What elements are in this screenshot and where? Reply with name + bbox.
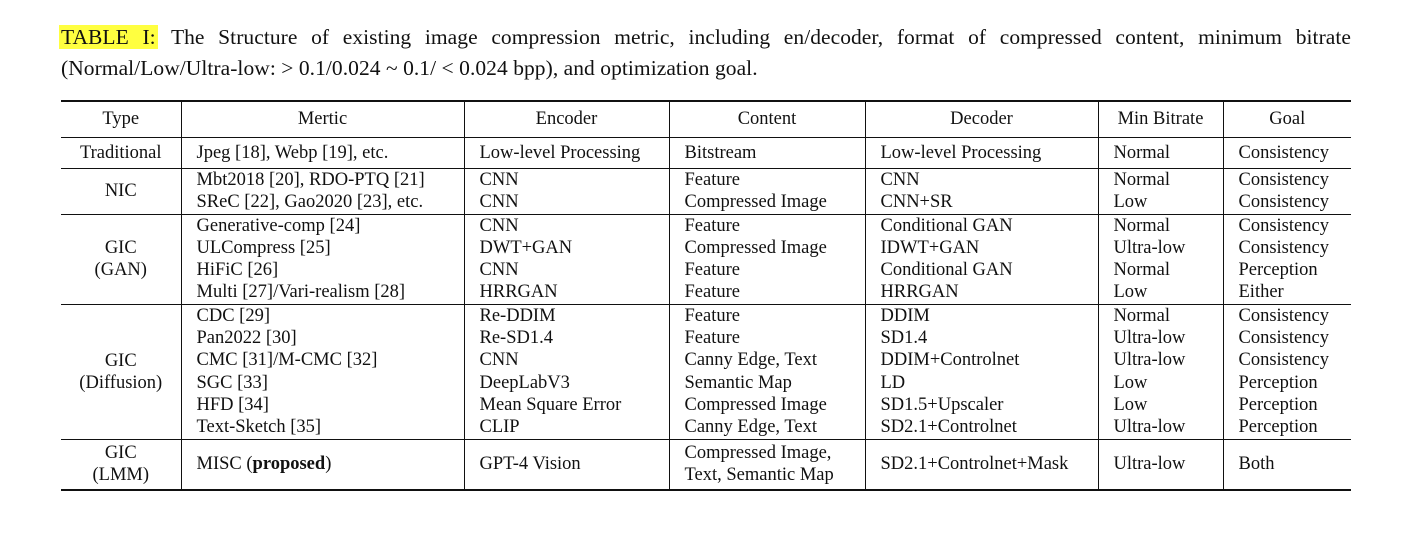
decoder-cell: LD bbox=[865, 372, 1098, 394]
decoder-cell: SD1.5+Upscaler bbox=[865, 394, 1098, 416]
type-cell bbox=[61, 304, 181, 439]
encoder-cell: CNN bbox=[464, 349, 669, 371]
content-line: Compressed Image, bbox=[684, 443, 832, 464]
header-row bbox=[61, 101, 1351, 138]
content-cell: Compressed Image bbox=[669, 394, 865, 416]
type-cell bbox=[61, 138, 181, 169]
min-bitrate-cell: Low bbox=[1098, 372, 1223, 394]
decoder-cell: DDIM bbox=[865, 304, 1098, 327]
content-cell: Feature bbox=[669, 327, 865, 349]
header-min-bitrate: Min Bitrate bbox=[1098, 101, 1223, 138]
content-cell: Canny Edge, Text bbox=[669, 416, 865, 439]
encoder-cell: Re-SD1.4 bbox=[464, 327, 669, 349]
table-row bbox=[61, 416, 1351, 439]
goal-cell: Consistency bbox=[1223, 304, 1351, 327]
content-cell: Feature bbox=[669, 281, 865, 304]
table-row bbox=[61, 169, 1351, 192]
encoder-cell: CNN bbox=[464, 214, 669, 237]
table-row bbox=[61, 372, 1351, 394]
goal-cell: Consistency bbox=[1223, 349, 1351, 371]
metric-cell: CDC [29] bbox=[181, 304, 464, 327]
encoder-cell: Mean Square Error bbox=[464, 394, 669, 416]
type-cell bbox=[61, 214, 181, 304]
goal-cell: Consistency bbox=[1223, 214, 1351, 237]
metric-cell: HFD [34] bbox=[196, 394, 269, 415]
header-decoder: Decoder bbox=[865, 101, 1098, 138]
goal-cell: Consistency bbox=[1223, 237, 1351, 259]
type-line: GIC bbox=[104, 350, 137, 371]
metric-cell: ULCompress [25] bbox=[196, 237, 331, 258]
goal-cell: Perception bbox=[1223, 259, 1351, 281]
type-line: (Diffusion) bbox=[79, 372, 163, 393]
encoder-cell: Low-level Processing bbox=[464, 138, 669, 169]
content-cell: Canny Edge, Text bbox=[669, 349, 865, 371]
decoder-cell: SD2.1+Controlnet+Mask bbox=[865, 439, 1098, 490]
goal-cell: Consistency bbox=[1223, 138, 1351, 169]
table-row bbox=[61, 191, 1351, 214]
goal-cell: Consistency bbox=[1223, 327, 1351, 349]
decoder-cell: IDWT+GAN bbox=[865, 237, 1098, 259]
decoder-cell: DDIM+Controlnet bbox=[865, 349, 1098, 371]
min-bitrate-cell: Ultra-low bbox=[1098, 327, 1223, 349]
metric-cell: Multi [27]/Vari-realism [28] bbox=[196, 282, 406, 303]
content-cell: Compressed Image bbox=[669, 237, 865, 259]
caption-label: TABLE I: bbox=[61, 25, 156, 49]
metric-cell: SGC [33] bbox=[196, 372, 268, 393]
table-body bbox=[61, 138, 1351, 490]
metric-close: ) bbox=[325, 453, 332, 474]
metric-cell: Jpeg [18], Webp [19], etc. bbox=[181, 138, 464, 169]
table-row bbox=[61, 281, 1351, 304]
header-encoder: Encoder bbox=[464, 101, 669, 138]
type-line: NIC bbox=[104, 181, 137, 202]
table-row bbox=[61, 349, 1351, 371]
goal-cell: Perception bbox=[1223, 372, 1351, 394]
min-bitrate-cell: Low bbox=[1098, 281, 1223, 304]
content-cell bbox=[669, 439, 865, 490]
table-row bbox=[61, 214, 1351, 237]
metric-name: MISC ( bbox=[196, 453, 253, 474]
decoder-cell: Low-level Processing bbox=[865, 138, 1098, 169]
decoder-cell: CNN+SR bbox=[865, 191, 1098, 214]
encoder-cell: CLIP bbox=[464, 416, 669, 439]
metric-cell bbox=[181, 439, 464, 490]
decoder-cell: SD1.4 bbox=[865, 327, 1098, 349]
encoder-cell: CNN bbox=[464, 169, 669, 192]
min-bitrate-cell: Normal bbox=[1098, 138, 1223, 169]
caption-text: The Structure of existing image compression metric, including en/decoder, format of compressed content, minimum bitrate (Normal/Low/Ultra-low: > 0.1/0.024 ~ 0.1/ < 0.024 bpp), and optimization goal. bbox=[61, 25, 1351, 80]
min-bitrate-cell: Ultra-low bbox=[1098, 349, 1223, 371]
metric-cell: CMC [31]/M-CMC [32] bbox=[196, 350, 378, 371]
decoder-cell: CNN bbox=[865, 169, 1098, 192]
content-cell: Bitstream bbox=[669, 138, 865, 169]
header-content: Content bbox=[669, 101, 865, 138]
min-bitrate-cell: Low bbox=[1098, 394, 1223, 416]
table-row bbox=[61, 327, 1351, 349]
encoder-cell: Re-DDIM bbox=[464, 304, 669, 327]
table-row bbox=[61, 138, 1351, 169]
goal-cell: Perception bbox=[1223, 394, 1351, 416]
encoder-cell: CNN bbox=[464, 191, 669, 214]
encoder-cell: CNN bbox=[464, 259, 669, 281]
goal-cell: Consistency bbox=[1223, 191, 1351, 214]
goal-cell: Perception bbox=[1223, 416, 1351, 439]
table-row bbox=[61, 237, 1351, 259]
min-bitrate-cell: Low bbox=[1098, 191, 1223, 214]
decoder-cell: SD2.1+Controlnet bbox=[865, 416, 1098, 439]
goal-cell: Either bbox=[1223, 281, 1351, 304]
content-cell: Feature bbox=[669, 214, 865, 237]
type-cell bbox=[61, 169, 181, 215]
content-line: Text, Semantic Map bbox=[684, 465, 834, 486]
min-bitrate-cell: Normal bbox=[1098, 214, 1223, 237]
metric-proposed: proposed bbox=[252, 453, 326, 474]
table-row bbox=[61, 439, 1351, 490]
encoder-cell: DeepLabV3 bbox=[464, 372, 669, 394]
decoder-cell: Conditional GAN bbox=[865, 214, 1098, 237]
content-cell: Semantic Map bbox=[669, 372, 865, 394]
decoder-cell: Conditional GAN bbox=[865, 259, 1098, 281]
metric-cell: Pan2022 [30] bbox=[196, 328, 297, 349]
min-bitrate-cell: Normal bbox=[1098, 304, 1223, 327]
table-row bbox=[61, 304, 1351, 327]
type-line: (LMM) bbox=[92, 465, 150, 486]
encoder-cell: GPT-4 Vision bbox=[464, 439, 669, 490]
content-cell: Compressed Image bbox=[669, 191, 865, 214]
metric-cell: Mbt2018 [20], RDO-PTQ [21] bbox=[181, 169, 464, 192]
metric-cell: Text-Sketch [35] bbox=[196, 417, 322, 438]
encoder-cell: HRRGAN bbox=[464, 281, 669, 304]
metric-cell: Generative-comp [24] bbox=[181, 214, 464, 237]
table-row bbox=[61, 259, 1351, 281]
min-bitrate-cell: Ultra-low bbox=[1098, 439, 1223, 490]
metric-cell: SReC [22], Gao2020 [23], etc. bbox=[196, 192, 424, 213]
min-bitrate-cell: Ultra-low bbox=[1098, 237, 1223, 259]
type-line: GIC bbox=[104, 238, 137, 259]
encoder-cell: DWT+GAN bbox=[464, 237, 669, 259]
content-cell: Feature bbox=[669, 304, 865, 327]
min-bitrate-cell: Normal bbox=[1098, 259, 1223, 281]
type-line: Traditional bbox=[79, 143, 162, 163]
header-goal: Goal bbox=[1223, 101, 1351, 138]
min-bitrate-cell: Normal bbox=[1098, 169, 1223, 192]
goal-cell: Both bbox=[1223, 439, 1351, 490]
metric-cell: HiFiC [26] bbox=[196, 260, 279, 281]
type-cell bbox=[61, 439, 181, 490]
compression-structure-table bbox=[61, 100, 1351, 491]
table-row bbox=[61, 394, 1351, 416]
header-type: Type bbox=[102, 109, 140, 129]
content-cell: Feature bbox=[669, 259, 865, 281]
table-caption bbox=[61, 22, 1351, 84]
content-cell: Feature bbox=[669, 169, 865, 192]
goal-cell: Consistency bbox=[1223, 169, 1351, 192]
min-bitrate-cell: Ultra-low bbox=[1098, 416, 1223, 439]
header-metric: Mertic bbox=[181, 101, 464, 138]
type-line: GIC bbox=[104, 443, 137, 464]
decoder-cell: HRRGAN bbox=[865, 281, 1098, 304]
type-line: (GAN) bbox=[94, 260, 147, 281]
